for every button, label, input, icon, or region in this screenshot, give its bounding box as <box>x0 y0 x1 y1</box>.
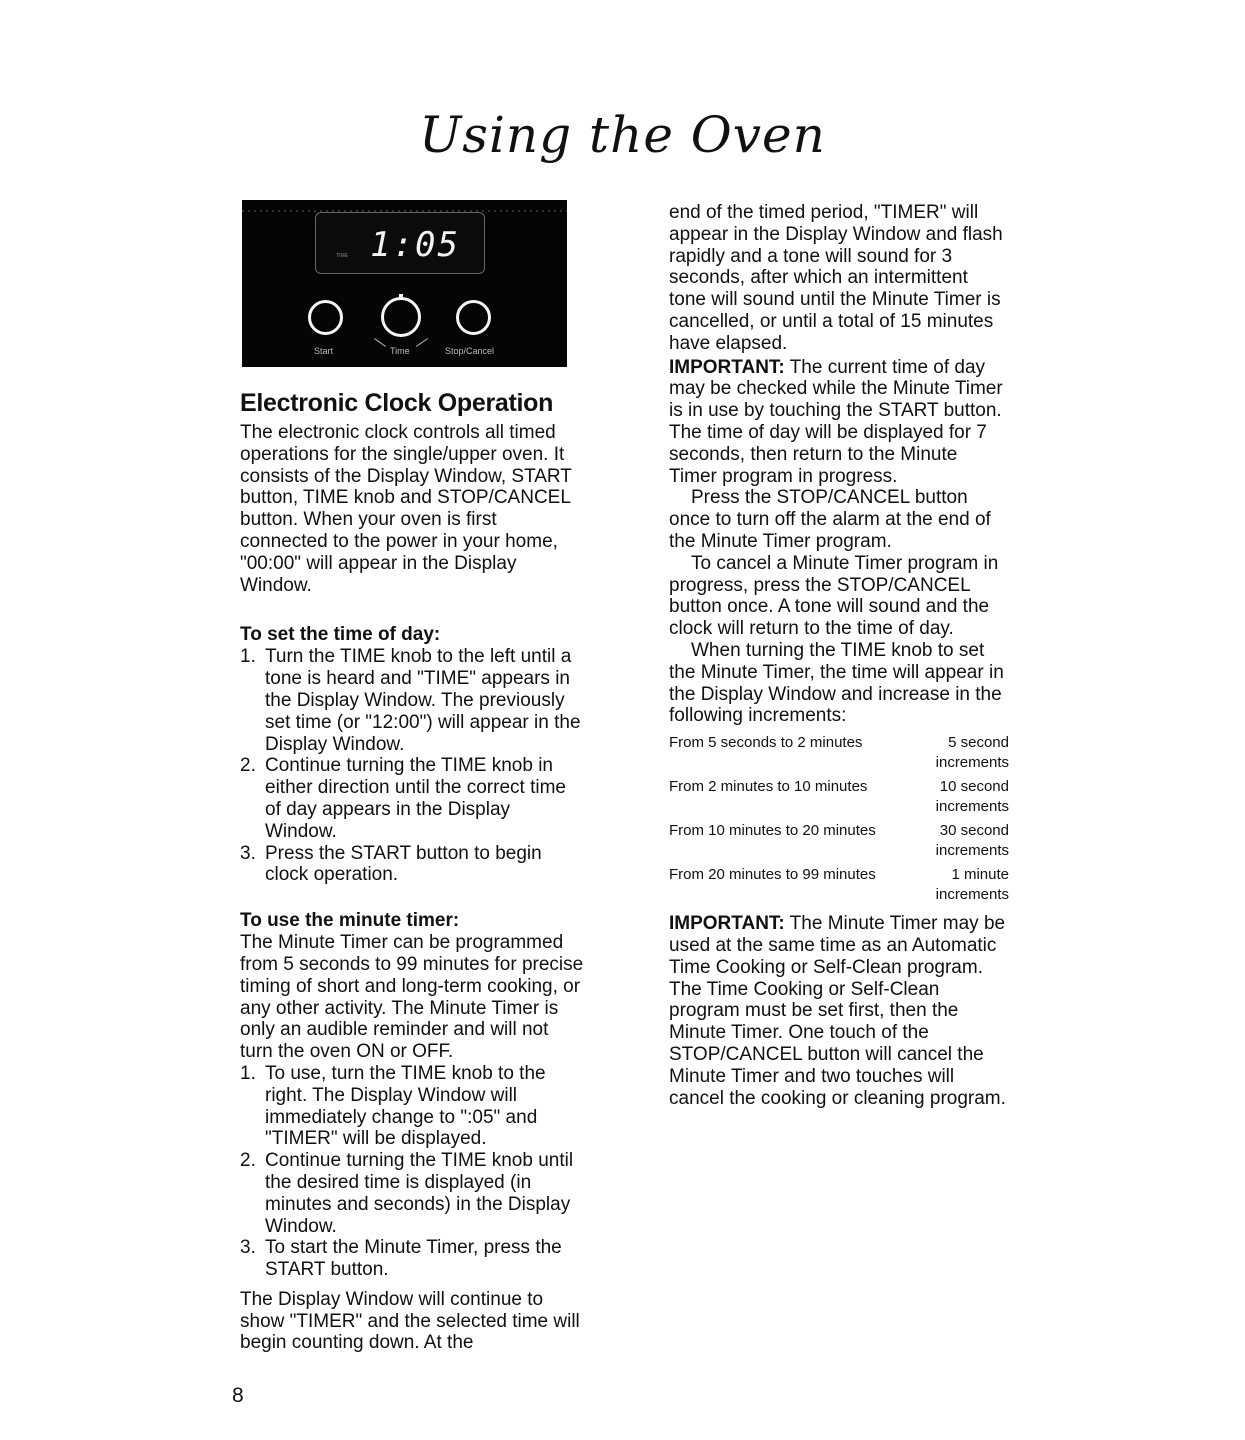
left-column <box>240 388 585 1354</box>
cancel-paragraph: To cancel a Minute Timer program in progress, press the STOP/CANCEL button once. A tone will sound and the clock will return to the time of day. <box>669 552 999 640</box>
time-arc-left <box>374 338 386 347</box>
page-number: 8 <box>232 1384 244 1407</box>
table-row: From 20 minutes to 99 minutes 1 minute increments <box>669 866 1009 904</box>
list-item: 2. Continue turning the TIME knob in either direction until the correct time of day appears in the Display Window. <box>240 755 566 842</box>
display-label: TIME <box>336 253 348 259</box>
minute-timer-steps <box>240 1063 585 1281</box>
display-window <box>315 212 485 274</box>
table-row: From 5 seconds to 2 minutes 5 second increments <box>669 734 1009 772</box>
set-time-heading: To set the time of day: <box>240 624 441 646</box>
section-heading: Electronic Clock Operation <box>240 389 554 417</box>
intro-paragraph: The electronic clock controls all timed operations for the single/upper oven. It consists of the Display Window, START button, TIME knob and STOP/CANCEL button. When your oven is first connected to the power in your home, "00:00" will appear in the Display Window. <box>240 422 572 596</box>
continued-paragraph: end of the timed period, "TIMER" will appear in the Display Window and flash rapidly and a tone will sound for 3 seconds, after which an intermittent tone will sound until the Minute Timer is cancelled, or until a total of 15 minutes have elapsed. <box>669 202 1003 354</box>
table-row: From 2 minutes to 10 minutes 10 second increments <box>669 778 1009 816</box>
increments-table <box>669 733 1009 909</box>
minute-timer-heading: To use the minute timer: <box>240 910 460 932</box>
important-note-2: IMPORTANT: The Minute Timer may be used at the same time as an Automatic Time Cooking or Self-Clean program. The Time Cooking or Self-Clean program must be set first, then the Minute Timer. One touch of the STOP/CANCEL button will cancel the Minute Timer and two touches will cancel the cooking or cleaning program. <box>669 913 1006 1109</box>
important-label: IMPORTANT: <box>669 356 785 378</box>
time-arc-right <box>416 338 428 347</box>
list-item: 3. Press the START button to begin clock operation. <box>240 842 542 886</box>
set-time-steps <box>240 646 585 886</box>
important-note-1: IMPORTANT: The current time of day may be checked while the Minute Timer is in use by touching the START button. The time of day will be displayed for 7 seconds, then return to the Minute Timer program in progress. <box>669 356 1003 487</box>
time-label: Time <box>390 346 410 356</box>
stop-cancel-label: Stop/Cancel <box>445 346 495 356</box>
display-value: 1:05 <box>370 225 460 265</box>
stop-cancel-button-icon <box>456 300 491 335</box>
list-item: 1. Turn the TIME knob to the left until a tone is heard and "TIME" appears in the Display Window. The previously set time (or "12:00") will appear in the Display Window. <box>240 646 581 755</box>
start-label: Start <box>314 346 334 356</box>
right-column <box>669 202 1009 1109</box>
stop-paragraph: Press the STOP/CANCEL button once to turn off the alarm at the end of the Minute Timer program. <box>669 487 991 552</box>
table-row: From 10 minutes to 20 minutes 30 second increments <box>669 822 1009 860</box>
time-knob-icon <box>381 297 421 337</box>
list-item: 2. Continue turning the TIME knob until the desired time is displayed (in minutes and seconds) in the Display Window. <box>240 1150 574 1237</box>
page-title: Using the Oven <box>419 106 826 164</box>
increments-paragraph: When turning the TIME knob to set the Minute Timer, the time will appear in the Display Window and increase in the following increments: <box>669 639 1004 727</box>
minute-timer-intro: The Minute Timer can be programmed from 5 seconds to 99 minutes for precise timing of short and long-term cooking, or any other activity. The Minute Timer is only an audible reminder and will not turn the oven ON or OFF. <box>240 932 584 1063</box>
start-button-icon <box>308 300 343 335</box>
list-item: 3. To start the Minute Timer, press the START button. <box>240 1237 562 1281</box>
list-item: 1. To use, turn the TIME knob to the right. The Display Window will immediately change to ":05" and "TIMER" will be displayed. <box>240 1062 546 1150</box>
control-panel-illustration <box>242 200 567 367</box>
minute-timer-after: The Display Window will continue to show "TIMER" and the selected time will begin counting down. At the <box>240 1288 580 1354</box>
important-label: IMPORTANT: <box>669 913 785 935</box>
